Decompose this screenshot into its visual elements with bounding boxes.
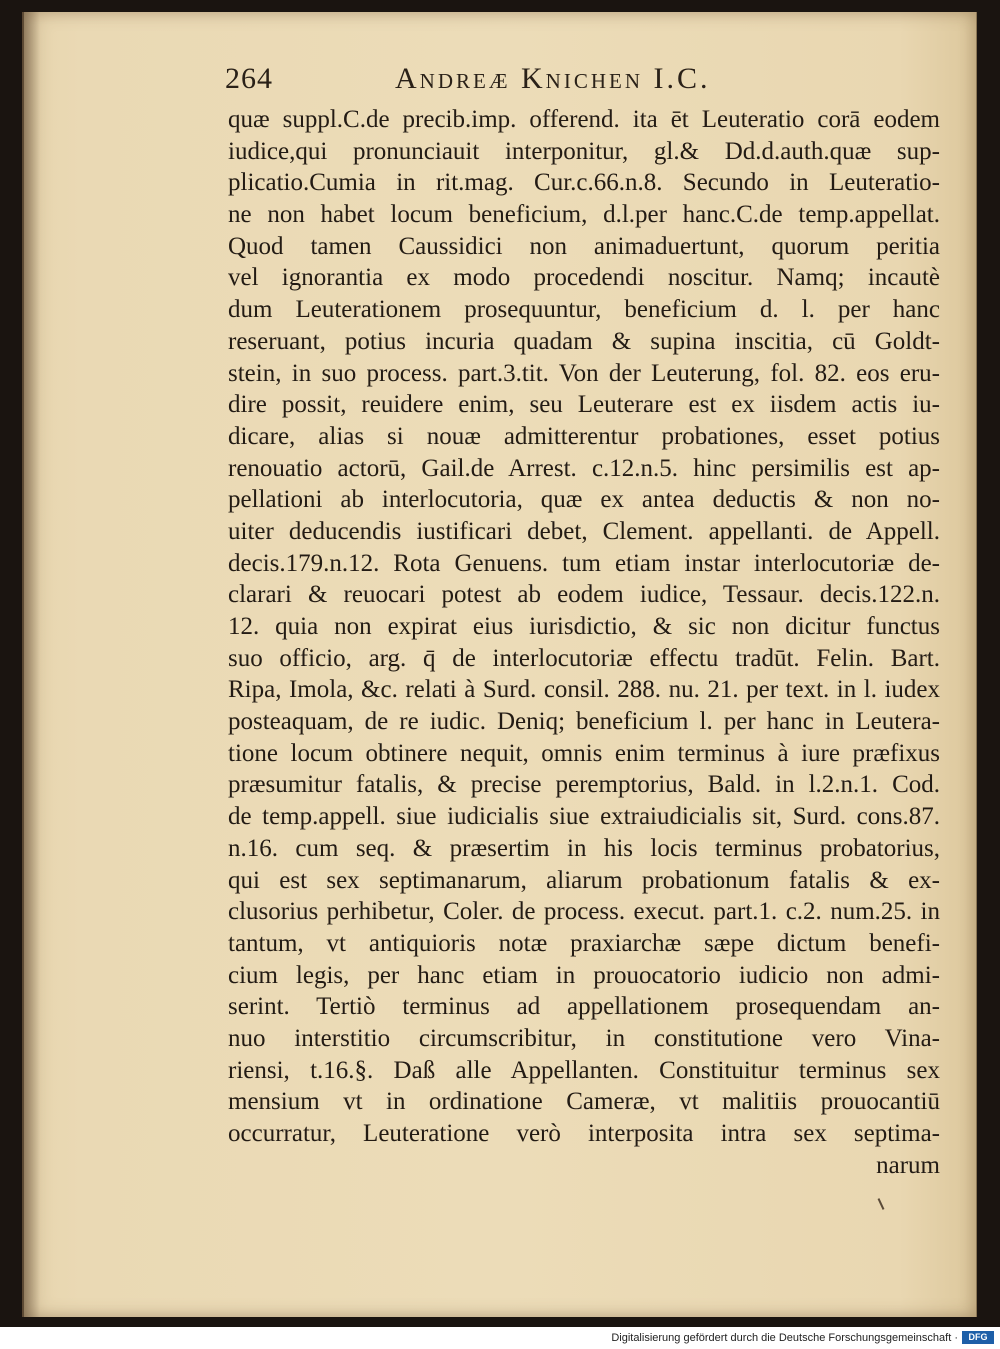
dfg-logo-icon: DFG xyxy=(962,1331,994,1344)
text-line: clusorius perhibetur, Coler. de process. execut. part.1. c.2. num.25. in xyxy=(228,898,940,926)
page-header xyxy=(225,62,955,102)
page-gutter-shadow xyxy=(22,12,40,1317)
text-line: ne non habet locum beneficium, d.l.per hanc.C.de temp.appellat. xyxy=(228,201,940,229)
text-line: decis.179.n.12. Rota Genuens. tum etiam instar interlocutoriæ de- xyxy=(228,549,940,577)
running-head: Andreæ Knichen I.C. xyxy=(395,62,711,95)
text-line: tione locum obtinere nequit, omnis enim terminus à iure præfixus xyxy=(228,739,940,767)
text-line: nuo interstitio circumscribitur, in constitutione vero Vina- xyxy=(228,1024,940,1052)
text-line: præsumitur fatalis, & precise peremptorius, Bald. in l.2.n.1. Cod. xyxy=(228,771,940,799)
text-line: iudice,qui pronunciauit interponitur, gl.& Dd.d.auth.quæ sup- xyxy=(228,137,940,165)
text-line: pellationi ab interlocutoria, quæ ex antea deductis & non no- xyxy=(228,486,940,514)
text-line: cium legis, per hanc etiam in prouocatorio iudicio non admi- xyxy=(228,961,940,989)
text-line: plicatio.Cumia in rit.mag. Cur.c.66.n.8. Secundo in Leuteratio- xyxy=(228,169,940,197)
text-line: suo officio, arg. q̄ de interlocutoriæ effectu tradūt. Felin. Bart. xyxy=(228,644,940,672)
text-line: n.16. cum seq. & præsertim in his locis terminus probatorius, xyxy=(228,834,940,862)
text-line: serint. Tertiò terminus ad appellationem prosequendam an- xyxy=(228,993,940,1021)
text-line: posteaquam, de re iudic. Deniq; beneficium l. per hanc in Leutera- xyxy=(228,708,940,736)
text-line: mensium vt in ordinatione Cameræ, vt malitiis prouocantiū xyxy=(228,1088,940,1116)
text-line: dum Leuterationem prosequuntur, beneficium d. l. per hanc xyxy=(228,296,940,324)
text-line: reseruant, potius incuria quadam & supina inscitia, cū Goldt- xyxy=(228,327,940,355)
text-line: renouatio actorū, Gail.de Arrest. c.12.n.5. hinc persimilis est ap- xyxy=(228,454,940,482)
text-line: Quod tamen Caussidici non animaduertunt, quorum peritia xyxy=(228,232,940,260)
text-line: uiter deducendis iustificari debet, Clement. appellanti. de Appell. xyxy=(228,517,940,545)
catchword: narum xyxy=(876,1151,940,1179)
text-line: tantum, vt antiquioris notæ praxiarchæ sæpe dictum benefi- xyxy=(228,929,940,957)
text-line: de temp.appell. siue iudicialis siue extraiudicialis sit, Surd. cons.87. xyxy=(228,803,940,831)
text-line: occurratur, Leuteratione verò interposita intra sex septima- xyxy=(228,1120,940,1147)
text-line: dire possit, reuidere enim, seu Leuterare est ex iisdem actis iu- xyxy=(228,391,940,419)
text-line: dicare, alias si nouæ admitterentur probationes, esset potius xyxy=(228,422,940,450)
text-line: Ripa, Imola, &c. relati à Surd. consil. 288. nu. 21. per text. in l. iudex xyxy=(228,676,940,704)
text-line: 12. quia non expirat eius iurisdictio, & sic non dicitur functus xyxy=(228,613,940,640)
digitization-note: Digitalisierung gefördert durch die Deutsche Forschungsgemeinschaft · xyxy=(611,1332,958,1344)
text-line: stein, in suo process. part.3.tit. Von der Leuterung, fol. 82. eos eru- xyxy=(228,359,940,387)
body-text xyxy=(228,104,940,1181)
text-line: vel ignorantia ex modo procedendi noscitur. Namq; incautè xyxy=(228,264,940,292)
text-line: qui est sex septimanarum, aliarum probationum fatalis & ex- xyxy=(228,866,940,894)
text-line: quæ suppl.C.de precib.imp. offerend. ita ēt Leuteratio corā eodem xyxy=(228,106,940,133)
page-number: 264 xyxy=(225,62,273,95)
text-line: riensi, t.16.§. Daß alle Appellanten. Constituitur terminus sex xyxy=(228,1056,940,1084)
text-line: clarari & reuocari potest ab eodem iudice, Tessaur. decis.122.n. xyxy=(228,581,940,609)
